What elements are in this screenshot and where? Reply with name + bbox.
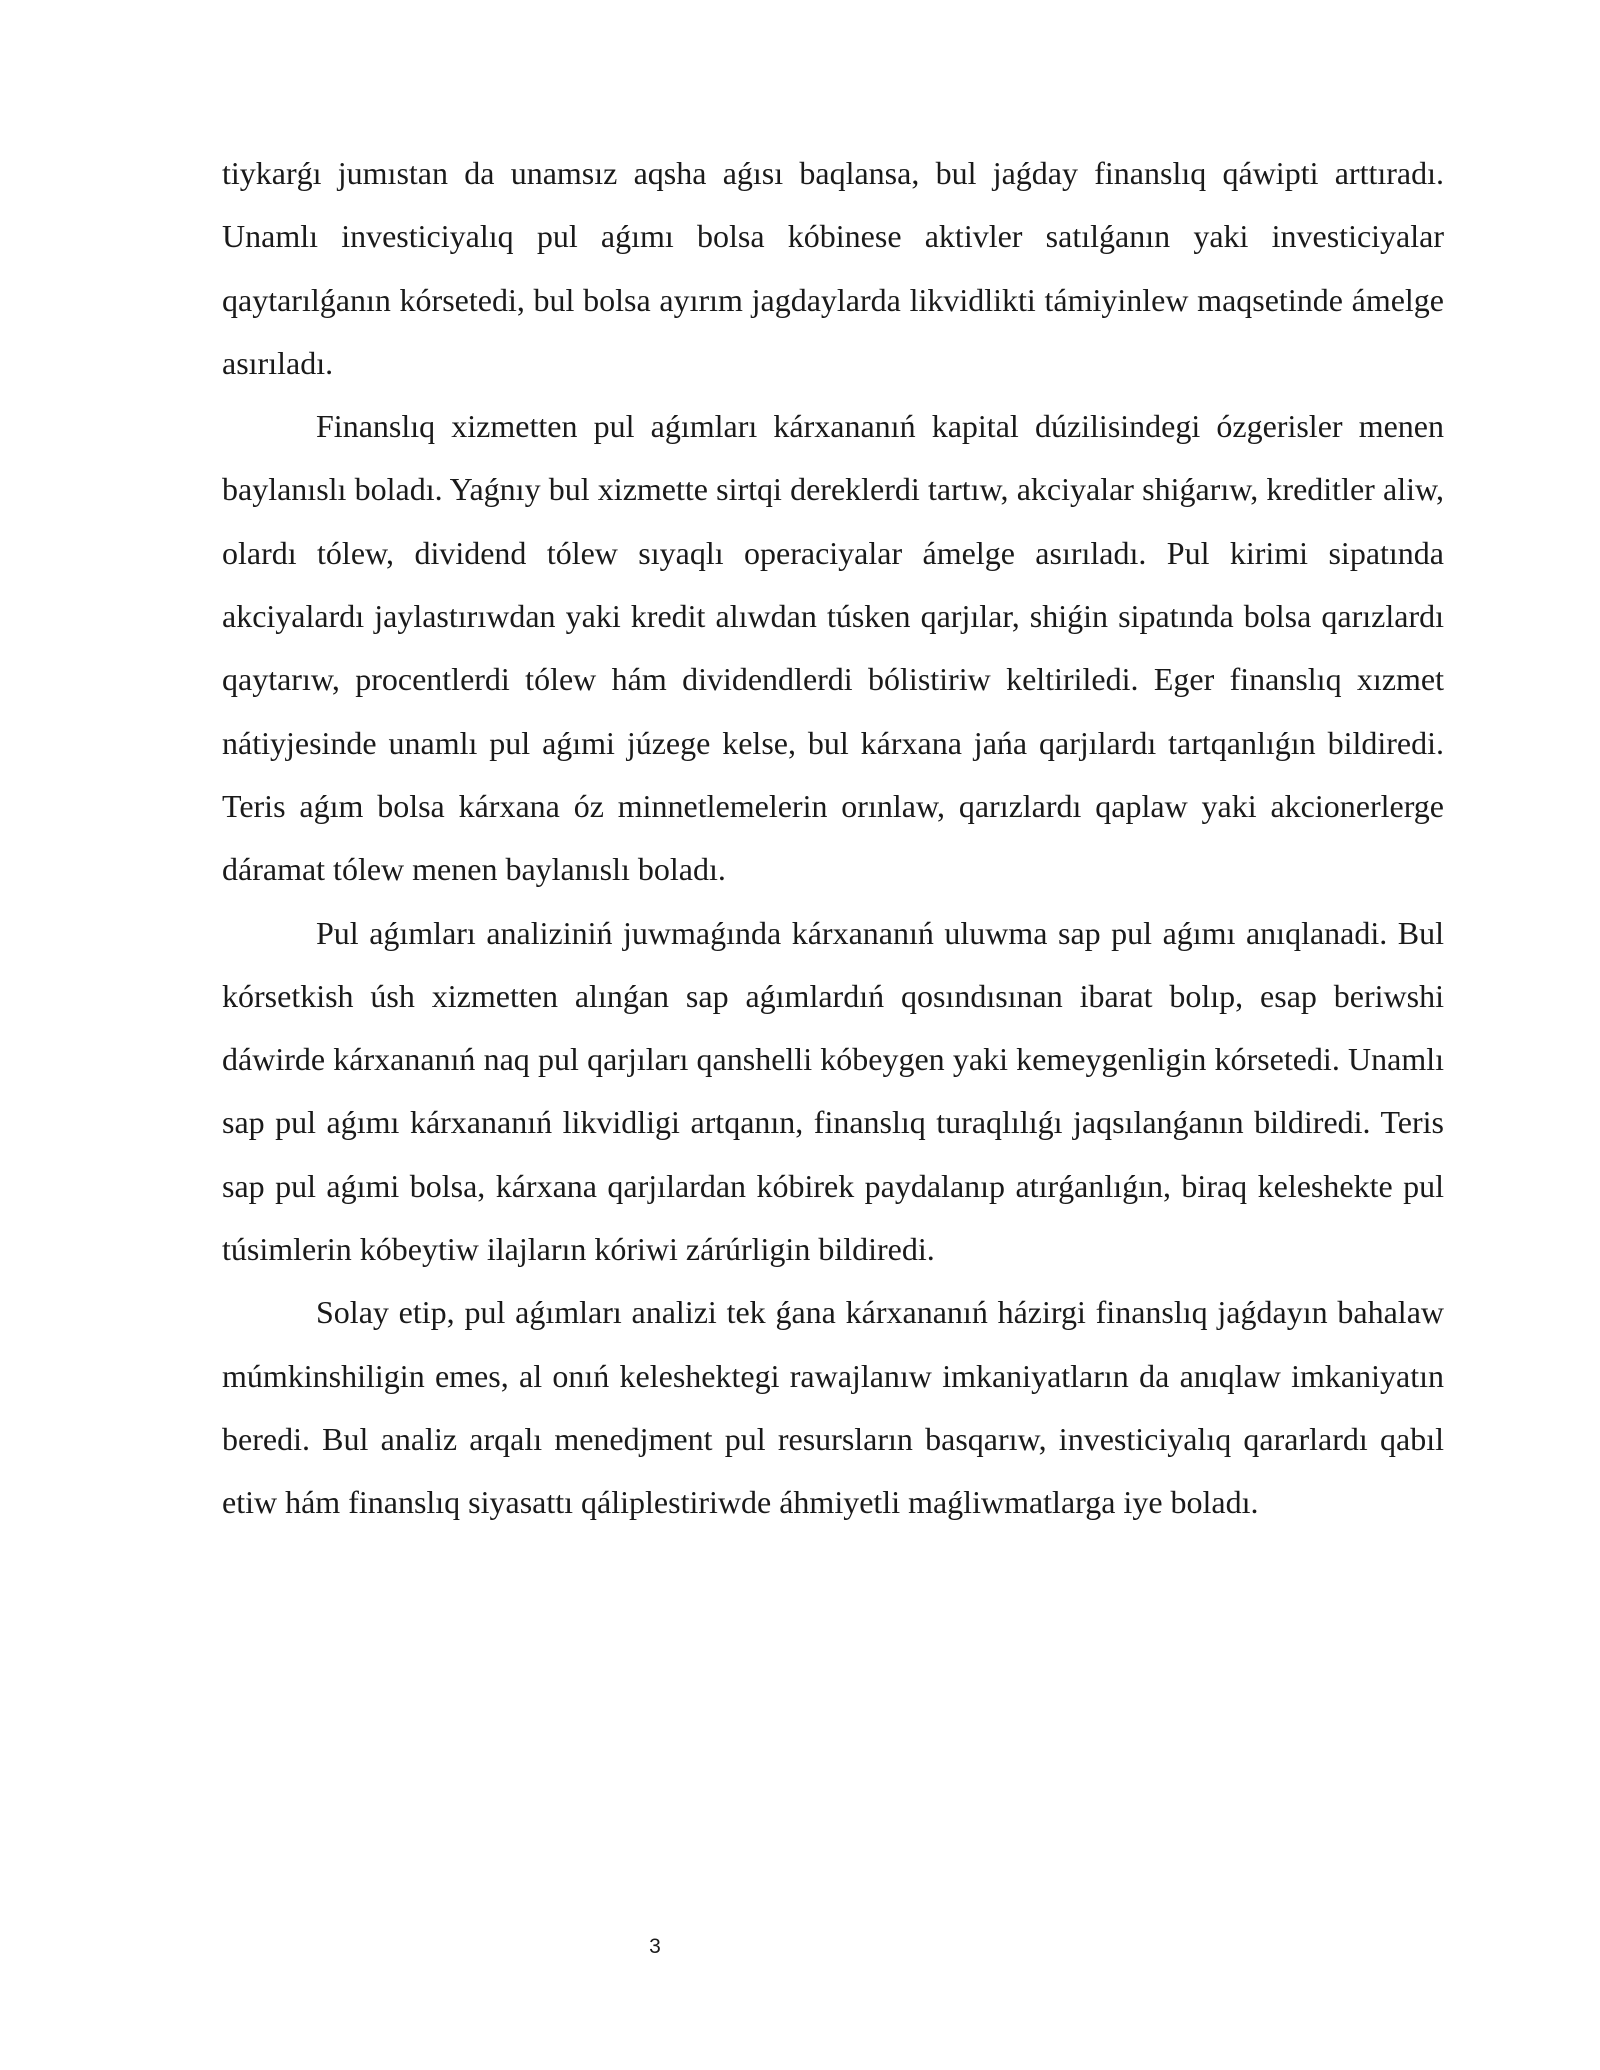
body-text — [222, 142, 1444, 1535]
paragraph-1: tiykarǵı jumıstan da unamsız aqsha aǵısı baqlansa, bul jaǵday finanslıq qáwipti arttıradı. Unamlı investiciyalıq pul aǵımı bolsa kóbinese aktivler satılǵanın yaki investiciyalar qaytarılǵanın kórsetedi, bul bolsa ayırım jagdaylarda likvidlikti támiyinlew maqsetinde ámelge asırıladı. — [222, 155, 1444, 381]
page-number: 3 — [649, 1935, 661, 1958]
paragraph-2: Finanslıq xizmetten pul aǵımları kárxananıń kapital dúzilisindegi ózgerisler menen baylanıslı boladı. Yaǵnıy bul xizmette sirtqi dereklerdi tartıw, akciyalar shiǵarıw, kreditler aliw, olardı tólew, dividend tólew sıyaqlı operaciyalar ámelge asırıladı. Pul kirimi sipatında akciyalardı jaylastırıwdan yaki kredit alıwdan túsken qarjılar, shiǵin sipatında bolsa qarızlardı qaytarıw, procentlerdi tólew hám dividendlerdi bólistiriw keltiriledi. Eger finanslıq xızmet nátiyjesinde unamlı pul aǵımi júzege kelse, bul kárxana jańa qarjılardı tartqanlıǵın bildiredi. Teris aǵım bolsa kárxana óz minnetlemelerin orınlaw, qarızlardı qaplaw yaki akcionerlerge dáramat tólew menen baylanıslı boladı. — [222, 408, 1444, 888]
paragraph-4: Solay etip, pul aǵımları analizi tek ǵana kárxananıń házirgi finanslıq jaǵdayın bahalaw múmkinshiligin emes, al onıń keleshektegi rawajlanıw imkaniyatların da anıqlaw imkaniyatın beredi. Bul analiz arqalı menedjment pul resursların basqarıw, investiciyalıq qararlardı qabıl etiw hám finanslıq siyasattı qáliplestiriwde áhmiyetli maǵliwmatlarga iye boladı. — [222, 1294, 1444, 1521]
paragraph-3: Pul aǵımları analiziniń juwmaǵında kárxananıń uluwma sap pul aǵımı anıqlanadi. Bul kórsetkish úsh xizmetten alınǵan sap aǵımlardıń qosındısınan ibarat bolıp, esap beriwshi dáwirde kárxananıń naq pul qarjıları qanshelli kóbeygen yaki kemeygenligin kórsetedi. Unamlı sap pul aǵımı kárxananıń likvidligi artqanın, finanslıq turaqlılıǵı jaqsılanǵanın bildiredi. Teris sap pul aǵımi bolsa, kárxana qarjılardan kóbirek paydalanıp atırǵanlıǵın, biraq keleshekte pul túsimlerin kóbeytiw ilajların kóriwi zárúrligin bildiredi. — [222, 914, 1444, 1268]
